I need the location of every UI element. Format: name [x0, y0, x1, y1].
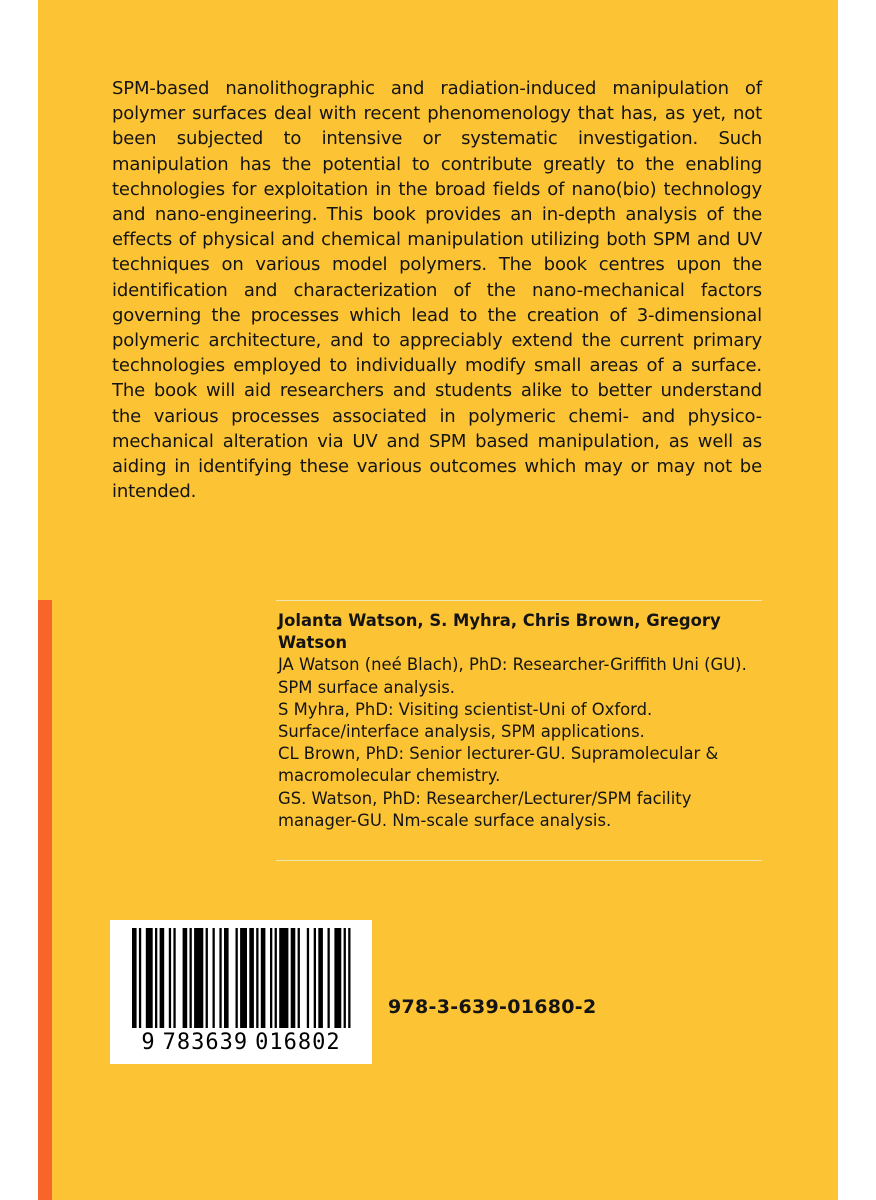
- barcode-bar: [261, 928, 266, 1028]
- book-description: SPM-based nanolithographic and radiation-induced manipulation of polymer surfaces deal with recent phenomenology that has, as yet, not been subjected to intensive or systematic investigation. Such manipulation has the potential to contribute greatly to the enabling technologies for exploitation in the broad fields of nano(bio) technology and nano-engineering. This book provides an in-depth analysis of the effects of physical and chemical manipulation utilizing both SPM and UV techniques on various model polymers. The book centres upon the identification and characterization of the nano-mechanical factors governing the processes which lead to the creation of 3-dimensional polymeric architecture, and to appreciably extend the current primary technologies employed to individually modify small areas of a surface. The book will aid researchers and students alike to better understand the various processes associated in polymeric chemi- and physico-mechanical alteration via UV and SPM based manipulation, as well as aiding in identifying these various outcomes which may or may not be intended.: [112, 78, 762, 503]
- barcode-digit-group: 016802: [255, 1030, 341, 1055]
- barcode-bar: [328, 928, 330, 1028]
- barcode-digits: [110, 1030, 372, 1055]
- author-bio-4: GS. Watson, PhD: Researcher/Lecturer/SPM facility manager-GU. Nm-scale surface analysis.: [278, 788, 692, 830]
- barcode-bar: [256, 928, 258, 1028]
- barcode-bar: [270, 928, 272, 1028]
- barcode-bar: [160, 928, 165, 1028]
- barcode: [110, 920, 372, 1064]
- barcode-bar: [298, 928, 300, 1028]
- divider-bottom: [276, 860, 762, 861]
- barcode-bar: [249, 928, 254, 1028]
- isbn-number: 978-3-639-01680-2: [388, 996, 597, 1018]
- barcode-bar: [224, 928, 229, 1028]
- barcode-bar: [139, 928, 141, 1028]
- barcode-bar: [275, 928, 277, 1028]
- barcode-bar: [344, 928, 346, 1028]
- barcode-bar: [155, 928, 157, 1028]
- barcode-bar: [169, 928, 171, 1028]
- barcode-bar: [146, 928, 153, 1028]
- orange-accent-strip: [38, 600, 52, 1200]
- barcode-bar: [213, 928, 215, 1028]
- barcode-bar: [334, 928, 341, 1028]
- barcode-bar: [279, 928, 288, 1028]
- barcode-digit-group: 783639: [162, 1030, 249, 1055]
- barcode-bar: [318, 928, 323, 1028]
- barcode-bar: [348, 928, 350, 1028]
- barcode-bar: [314, 928, 316, 1028]
- author-bio-1: JA Watson (neé Blach), PhD: Researcher-Griffith Uni (GU). SPM surface analysis.: [278, 655, 747, 697]
- barcode-bar: [236, 928, 238, 1028]
- author-section: [278, 610, 762, 832]
- barcode-bar: [240, 928, 247, 1028]
- barcode-bar: [132, 928, 137, 1028]
- author-bio-2: S Myhra, PhD: Visiting scientist-Uni of Oxford. Surface/interface analysis, SPM applications.: [278, 699, 653, 742]
- barcode-bar: [194, 928, 203, 1028]
- barcode-bar: [307, 928, 309, 1028]
- barcode-bar: [183, 928, 188, 1028]
- author-bio-3: CL Brown, PhD: Senior lecturer-GU. Supramolecular & macromolecular chemistry.: [278, 744, 719, 786]
- barcode-bar: [190, 928, 192, 1028]
- author-names: Jolanta Watson, S. Myhra, Chris Brown, Gregory Watson: [278, 611, 721, 653]
- barcode-bar: [206, 928, 208, 1028]
- divider-top: [276, 600, 762, 601]
- barcode-digit-group: 9: [141, 1030, 156, 1055]
- barcode-bar: [291, 928, 296, 1028]
- barcode-bar: [219, 928, 221, 1028]
- barcode-bar: [173, 928, 175, 1028]
- barcode-bars: [110, 920, 372, 1030]
